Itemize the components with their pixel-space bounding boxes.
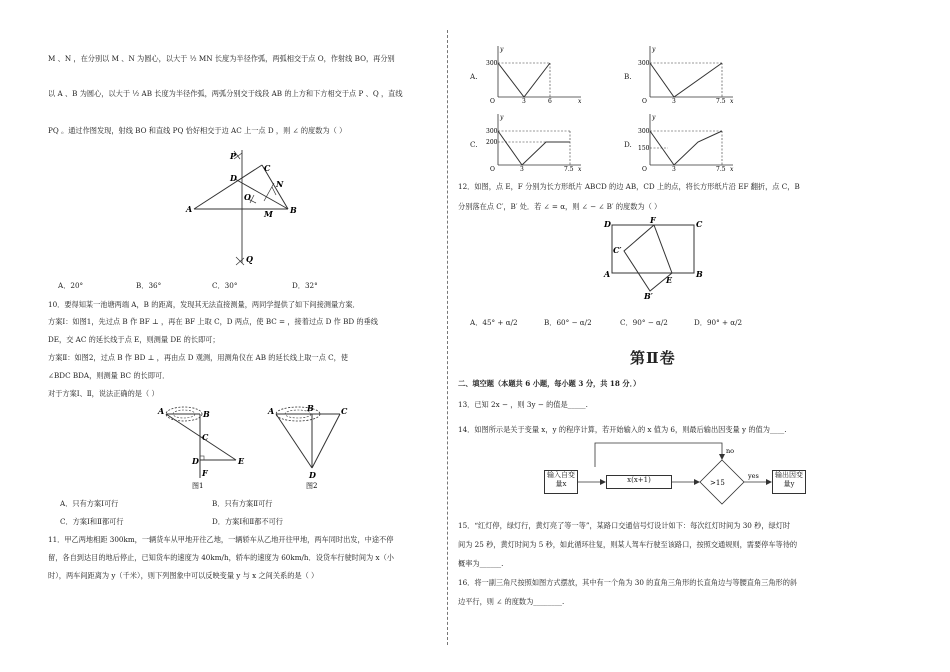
tick-300: 300 [638,60,650,67]
q10-line-5: ∠BDC BDA，则测量 BC 的长即可． [48,371,170,380]
flow-yes-label: yes [748,472,759,480]
fig1-label-D: D [192,456,199,466]
tick-3: 3 [522,98,526,104]
axis-y: y [652,46,656,53]
q10-option-c[interactable]: C．方案Ⅰ和Ⅱ都可行 [60,517,124,526]
axis-x: x [578,166,582,172]
graph-option-b-label[interactable]: B. [624,72,632,81]
q14-text: 14．如图所示是关于变量 x，y 的程序计算，若开始输入的 x 值为 6，则最后输出因变量 y 的值为____. [458,425,787,434]
graph-option-c-label[interactable]: C. [470,140,478,149]
graph-option-a-label[interactable]: A. [470,72,478,81]
tick-6: 6 [548,98,552,104]
q12-option-d[interactable]: D．90° + α/2 [694,318,743,327]
q12-option-c[interactable]: C．90° − α/2 [620,318,668,327]
q16-line-2: 边平行，则 ∠ 的度数为________. [458,597,565,606]
q10-line-4: 方案Ⅱ：如图2，过点 B 作 BD ⊥ ，再由点 D 观测，用测角仪在 AB 的延长线上取一点 C，使 [48,353,348,362]
label-P: P [230,151,237,161]
axis-origin: O [490,98,495,104]
fig1-label-A: A [158,406,165,416]
q12-option-a[interactable]: A．45° + α/2 [470,318,518,327]
graph-option-b[interactable] [638,42,738,104]
tick-3: 3 [520,166,524,172]
q15-line-1: 15．“红灯停，绿灯行，黄灯亮了等一等”，某路口交通信号灯设计如下：每次红灯时间为 30 秒，绿灯时 [458,521,791,530]
flow-input-box: 输入自变量x [544,470,578,494]
flow-no-label: no [726,447,735,455]
axis-y: y [500,114,504,121]
tick-300: 300 [486,128,498,135]
q9-text-line-1: M 、N ，在分别以 M 、N 为圆心，以大于 ½ MN 长度为半径作弧，两弧相交于点 O，作射线 BO，再分别 [48,54,395,63]
fig1-label-E: E [238,456,245,466]
label-M: M [264,209,273,219]
fig2-label-B: B [307,403,314,413]
q10-option-a[interactable]: A．只有方案Ⅰ可行 [60,499,119,508]
q11-line-3: 时），两车间距离为 y（千米），则下列图象中可以反映变量 y 与 x 之间关系的是（ ） [48,571,319,580]
axis-x: x [578,98,582,104]
q15-line-3: 概率为______. [458,559,504,568]
fig1-label-B: B [203,409,210,419]
q10-figures [150,400,350,492]
fig2-label-A: A [268,406,275,416]
axis-x: x [730,166,734,172]
q14-flowchart [540,438,800,506]
axis-y: y [652,114,656,121]
q9-construction-figure [180,145,340,270]
q9-option-d[interactable]: D．32° [292,281,318,290]
q10-line-1: 10．要得知某一池塘两端 A，B 的距离，发现其无法直接测量，两同学提供了如下间接测量方案． [48,300,360,309]
flow-output-box: 输出因变量y [772,470,806,494]
label-O: O [244,192,251,202]
label-Q: Q [246,254,253,264]
axis-origin: O [642,98,647,104]
left-column [40,0,440,672]
axis-origin: O [642,166,647,172]
q12-option-b[interactable]: B．60° − α/2 [544,318,592,327]
q9-option-c[interactable]: C．30° [212,281,238,290]
label-A: A [186,204,193,214]
flow-condition: >15 [710,479,725,487]
label-D: D [230,173,237,183]
q16-line-1: 16．将一副三角尺按照如图方式摆放，其中有一个角为 30 的直角三角形的长直角边与等腰直角三角形的斜 [458,578,798,587]
q10-option-d[interactable]: D．方案Ⅰ和Ⅱ都不可行 [212,517,283,526]
q12-fold-figure [598,215,708,300]
column-divider [447,30,448,645]
q12-label-F: F [650,215,656,225]
fig2-label-D: D [309,470,316,480]
q15-line-2: 间为 25 秒，黄灯时间为 5 秒，如此循环往复，则某人驾车行驶至该路口，按照交通规则，需要停车等待的 [458,540,798,549]
fig1-label-C: C [202,432,209,442]
right-column [458,0,928,672]
q10-line-6: 对于方案Ⅰ、Ⅱ，说法正确的是（ ） [48,389,159,398]
tick-7-5: 7.5 [716,166,726,172]
q10-line-3: DE，交 AC 的延长线于点 E，则测量 DE 的长即可； [48,335,220,344]
q9-option-a[interactable]: A．20° [58,281,84,290]
section-fill-in-title: 二、填空题（本题共 6 小题，每小题 3 分，共 18 分．） [458,379,641,388]
axis-y: y [500,46,504,53]
q9-text-line-3: PQ 。通过作图发现，射线 BO 和直线 PQ 恰好相交于边 AC 上一点 D ，则 ∠ 的度数为（ ） [48,126,347,135]
q13-text: 13．已知 2x − ，则 3y − 的值是_____. [458,400,588,409]
fig1-label-F: F [202,468,208,478]
q9-option-b[interactable]: B．36° [136,281,162,290]
q10-line-2: 方案Ⅰ：如图1，先过点 B 作 BF ⊥ ，再在 BF 上取 C，D 两点，使 BC = ，接着过点 D 作 BD 的垂线 [48,317,378,326]
axis-origin: O [490,166,495,172]
graph-option-c[interactable] [486,110,586,172]
fig1-caption: 图1 [192,482,204,490]
tick-3: 3 [672,166,676,172]
tick-300: 300 [638,128,650,135]
q12-label-B: B [696,269,703,279]
flow-calc-box: x(x+1) [606,475,672,489]
label-B: B [290,205,297,215]
q12-label-A: A [604,269,611,279]
fig2-caption: 图2 [306,482,318,490]
q12-label-E: E [666,275,673,285]
graph-option-a[interactable] [486,42,586,104]
q11-line-2: 留，各自到达目的地后停止，已知货车的速度为 40km/h，轿车的速度为 60km/h．设货车行驶时间为 x（小 [48,553,394,562]
label-C: C [264,163,271,173]
q12-label-C: C [696,219,703,229]
tick-150: 150 [638,145,650,152]
tick-3: 3 [672,98,676,104]
q12-line-1: 12．如图，点 E，F 分别为长方形纸片 ABCD 的边 AB，CD 上的点，将长方形纸片沿 EF 翻折，点 C，B [458,182,800,191]
label-N: N [276,179,284,189]
q12-label-B-prime: B′ [644,291,653,300]
tick-7-5: 7.5 [716,98,726,104]
graph-option-d[interactable] [638,110,738,172]
graph-option-d-label[interactable]: D. [624,140,632,149]
q12-label-D: D [604,219,611,229]
axis-x: x [730,98,734,104]
tick-7-5: 7.5 [564,166,574,172]
q10-option-b[interactable]: B．只有方案Ⅱ可行 [212,499,273,508]
q12-line-2: 分别落在点 C′，B′ 处．若 ∠ = α，则 ∠ − ∠ B′ 的度数为（ ） [458,202,662,211]
part-two-title: 第Ⅱ卷 [630,349,676,367]
q11-line-1: 11．甲乙两地相距 300km，一辆货车从甲地开往乙地，一辆轿车从乙地开往甲地，两车同时出发，中途不停 [48,535,394,544]
tick-200: 200 [486,139,498,146]
q9-text-line-2: 以 A 、B 为圆心，以大于 ½ AB 长度为半径作弧，两弧分别交于线段 AB 的上方和下方相交于点 P 、Q ，直线 [48,89,403,98]
q12-label-C-prime: C′ [613,245,622,255]
fig2-label-C: C [341,406,348,416]
tick-300: 300 [486,60,498,67]
